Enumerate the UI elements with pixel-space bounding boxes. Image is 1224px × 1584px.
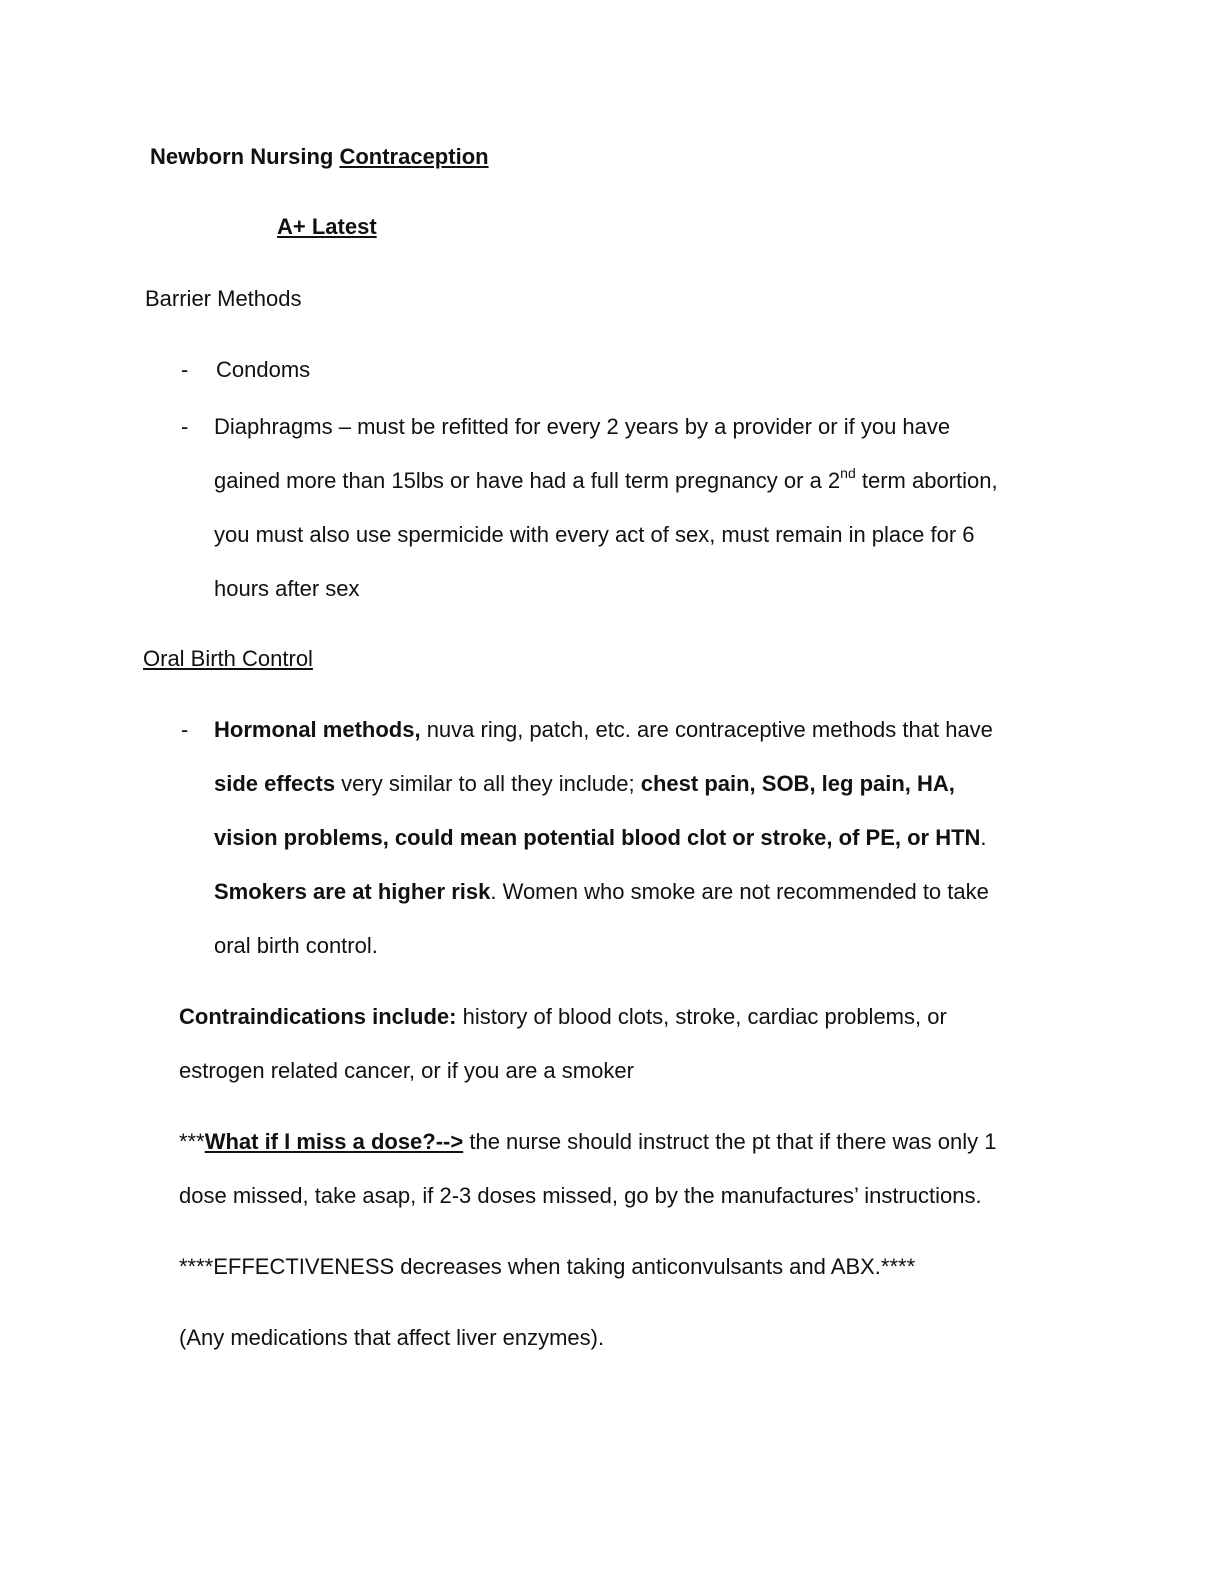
list-dash: - (181, 414, 189, 439)
superscript: nd (840, 464, 856, 481)
text-line: hours after sex (214, 576, 360, 601)
text-segment: term abortion, (855, 468, 998, 493)
text-line (214, 464, 998, 494)
contraindications-paragraph (179, 1004, 947, 1030)
bold-text: side effects (214, 771, 336, 796)
list-item-hormonal (214, 717, 993, 743)
text-line (214, 825, 987, 851)
text-segment: *** (179, 1129, 205, 1154)
liver-enzymes-note: (Any medications that affect liver enzymes). (179, 1325, 605, 1350)
text-line: estrogen related cancer, or if you are a smoker (179, 1058, 634, 1083)
list-item-diaphragms: Diaphragms – must be refitted for every 2 years by a provider or if you have (214, 414, 951, 439)
bold-text: chest pain, SOB, leg pain, HA, (640, 771, 955, 796)
document-subtitle: A+ Latest (277, 214, 377, 239)
bold-text: vision problems, could mean potential blood clot or stroke, of PE, or HTN (214, 825, 981, 850)
list-item-condoms: Condoms (216, 357, 311, 382)
bold-text: Smokers are at higher risk (214, 879, 491, 904)
text-segment: very similar to all they include; (335, 771, 641, 796)
title-text: Newborn Nursing (150, 144, 340, 169)
text-segment: gained more than 15lbs or have had a full term pregnancy or a 2 (214, 468, 841, 493)
text-segment: the nurse should instruct the pt that if there was only 1 (463, 1129, 997, 1154)
text-line (214, 879, 989, 905)
title-underlined-text: Contraception (339, 144, 489, 169)
text-segment: nuva ring, patch, etc. are contraceptive methods that have (420, 717, 993, 742)
text-line (214, 771, 955, 797)
bold-text: Hormonal methods, (214, 717, 421, 742)
text-segment: history of blood clots, stroke, cardiac problems, or (456, 1004, 947, 1029)
bold-underlined-text: What if I miss a dose?--> (204, 1129, 464, 1154)
text-segment: . (980, 825, 987, 850)
text-line: you must also use spermicide with every act of sex, must remain in place for 6 (214, 522, 975, 547)
list-dash: - (181, 717, 189, 742)
bold-text: Contraindications include: (179, 1004, 457, 1029)
list-dash: - (181, 357, 189, 382)
section-heading-oral: Oral Birth Control (143, 646, 313, 671)
section-heading-barrier: Barrier Methods (145, 286, 302, 311)
document-title (150, 144, 489, 170)
text-segment: . Women who smoke are not recommended to take (490, 879, 989, 904)
text-line: oral birth control. (214, 933, 378, 958)
missed-dose-paragraph (179, 1129, 996, 1155)
effectiveness-note: ****EFFECTIVENESS decreases when taking anticonvulsants and ABX.**** (179, 1254, 916, 1279)
text-line: dose missed, take asap, if 2-3 doses missed, go by the manufactures’ instructions. (179, 1183, 982, 1208)
